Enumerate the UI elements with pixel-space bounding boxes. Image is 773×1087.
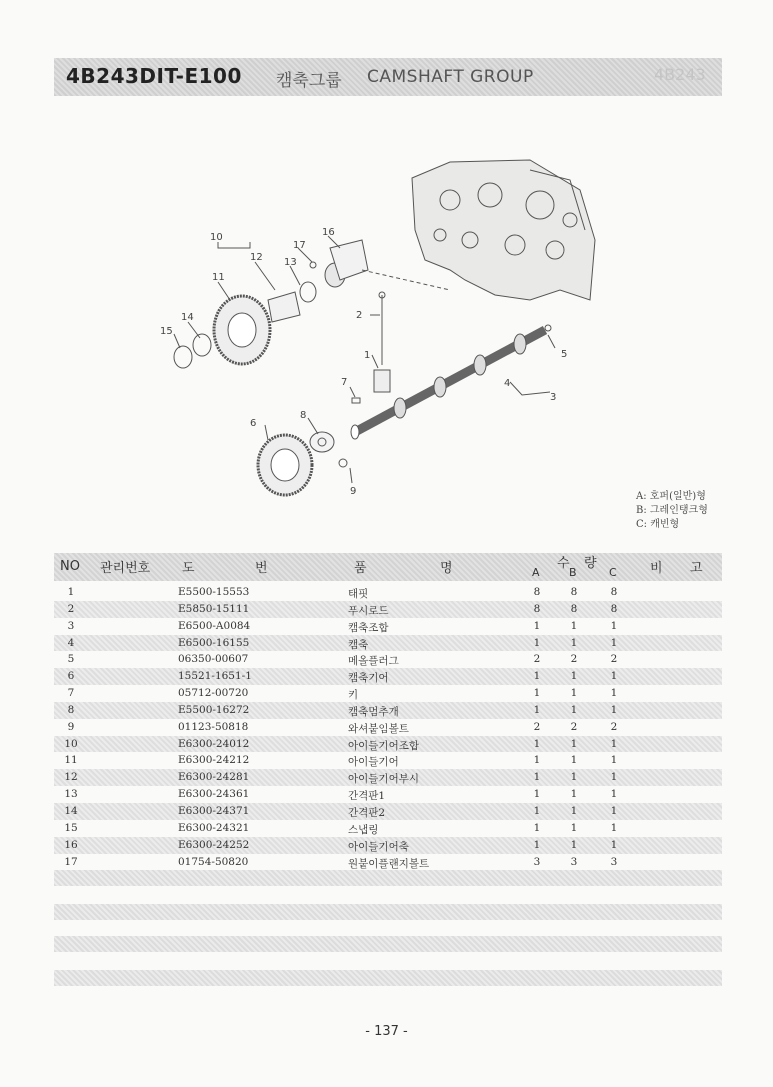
header-drawing-1: 도 bbox=[182, 561, 195, 576]
qty-b: 2 bbox=[570, 653, 578, 666]
qty-b: 8 bbox=[570, 602, 578, 615]
drawing-number: 05712-00720 bbox=[178, 687, 249, 700]
qty-c: 2 bbox=[610, 720, 618, 733]
drawing-number: E6500-A0084 bbox=[178, 619, 251, 632]
empty-band bbox=[54, 936, 722, 952]
qty-b: 3 bbox=[570, 855, 578, 868]
table-row bbox=[54, 618, 722, 635]
qty-a: 8 bbox=[533, 586, 541, 598]
parts-table-header bbox=[54, 553, 722, 581]
qty-a: 1 bbox=[533, 737, 541, 750]
part-name: 태핏 bbox=[348, 588, 369, 600]
part-no: 14 bbox=[64, 804, 78, 817]
table-row bbox=[54, 668, 722, 685]
header-name-2: 명 bbox=[440, 561, 453, 576]
callout-3: 3 bbox=[550, 392, 557, 403]
group-title-korean: 캠축그룹 bbox=[276, 71, 342, 91]
callout-7: 7 bbox=[341, 377, 348, 388]
qty-b: 1 bbox=[570, 670, 578, 683]
qty-c: 1 bbox=[610, 754, 618, 767]
qty-a: 2 bbox=[533, 720, 541, 733]
qty-b: 1 bbox=[570, 703, 578, 716]
qty-a: 1 bbox=[533, 771, 541, 784]
header-qty-1: 수 bbox=[557, 556, 570, 571]
part-name: 메올플러그 bbox=[348, 655, 399, 668]
model-code: 4B243DIT-E100 bbox=[66, 64, 242, 88]
part-no: 10 bbox=[64, 737, 78, 750]
qty-a: 3 bbox=[533, 855, 541, 868]
drawing-number: E5500-16272 bbox=[178, 703, 250, 716]
qty-a: 1 bbox=[533, 754, 541, 767]
qty-b: 1 bbox=[570, 636, 578, 649]
qty-a: 8 bbox=[533, 602, 541, 615]
legend-b: B: 그레인탱크형 bbox=[636, 505, 708, 516]
qty-c: 3 bbox=[610, 855, 618, 868]
header-qty-2: 량 bbox=[584, 556, 597, 571]
part-no: 5 bbox=[67, 653, 75, 666]
page-number: - 137 - bbox=[365, 1024, 408, 1039]
part-no: 7 bbox=[67, 687, 75, 700]
callout-6: 6 bbox=[250, 418, 257, 429]
part-name: 캠축조합 bbox=[348, 621, 389, 634]
drawing-number: E6300-24252 bbox=[178, 838, 250, 851]
part-name: 캠축기어 bbox=[348, 672, 389, 685]
part-name: 캠축멈추개 bbox=[348, 705, 399, 718]
part-name: 간격판1 bbox=[348, 790, 386, 803]
part-no: 9 bbox=[67, 720, 75, 733]
header-drawing-2: 번 bbox=[255, 561, 268, 576]
qty-a: 1 bbox=[533, 788, 541, 801]
part-name: 와셔붙임볼트 bbox=[348, 722, 409, 735]
table-row bbox=[54, 820, 722, 837]
part-name: 캠축 bbox=[348, 638, 369, 651]
qty-a: 1 bbox=[533, 804, 541, 817]
qty-a: 1 bbox=[533, 687, 541, 700]
part-no: 6 bbox=[67, 670, 75, 683]
callout-11: 11 bbox=[212, 272, 225, 283]
qty-c: 1 bbox=[610, 838, 618, 851]
part-name: 아이들기어 bbox=[348, 756, 399, 769]
header-remark-1: 비 bbox=[650, 561, 663, 576]
qty-c: 8 bbox=[610, 586, 618, 598]
qty-b: 1 bbox=[570, 754, 578, 767]
table-row bbox=[54, 651, 722, 668]
qty-a: 1 bbox=[533, 838, 541, 851]
qty-a: 1 bbox=[533, 821, 541, 834]
callout-12: 12 bbox=[250, 252, 263, 263]
legend-c: C: 캐빈형 bbox=[636, 519, 680, 530]
qty-c: 1 bbox=[610, 821, 618, 834]
qty-c: 1 bbox=[610, 636, 618, 649]
qty-c: 1 bbox=[610, 619, 618, 632]
part-name: 아이들기어조합 bbox=[348, 739, 420, 752]
drawing-number: E6300-24212 bbox=[178, 754, 250, 767]
header-name-1: 품 bbox=[354, 561, 367, 576]
drawing-number: E6300-24361 bbox=[178, 788, 250, 801]
qty-c: 1 bbox=[610, 737, 618, 750]
qty-a: 1 bbox=[533, 619, 541, 632]
table-row bbox=[54, 584, 722, 601]
callout-2: 2 bbox=[356, 310, 363, 321]
table-row bbox=[54, 719, 722, 736]
callout-9: 9 bbox=[350, 486, 357, 497]
part-name: 아이들기어축 bbox=[348, 840, 409, 853]
qty-a: 1 bbox=[533, 670, 541, 683]
table-row bbox=[54, 769, 722, 786]
part-no: 2 bbox=[67, 602, 75, 615]
header-qty-a: A bbox=[532, 566, 540, 579]
part-name: 스냅링 bbox=[348, 823, 379, 836]
page-header bbox=[54, 58, 722, 96]
callout-10: 10 bbox=[210, 232, 223, 243]
parts-table-body bbox=[54, 584, 722, 870]
drawing-number: E6300-24371 bbox=[178, 804, 250, 817]
callout-17: 17 bbox=[293, 240, 306, 251]
qty-b: 2 bbox=[570, 720, 578, 733]
table-row bbox=[54, 854, 722, 871]
part-no: 8 bbox=[67, 703, 75, 716]
part-no: 13 bbox=[64, 788, 78, 801]
part-no: 16 bbox=[64, 838, 78, 851]
qty-b: 1 bbox=[570, 687, 578, 700]
table-row bbox=[54, 702, 722, 719]
qty-b: 1 bbox=[570, 804, 578, 817]
qty-c: 2 bbox=[610, 653, 618, 666]
callout-8: 8 bbox=[300, 410, 307, 421]
callout-14: 14 bbox=[181, 312, 194, 323]
drawing-number: E5500-15553 bbox=[178, 586, 250, 598]
legend-a: A: 호퍼(일반)형 bbox=[636, 491, 706, 502]
table-row bbox=[54, 635, 722, 652]
drawing-number: E6300-24281 bbox=[178, 771, 250, 784]
drawing-number: E5850-15111 bbox=[178, 602, 250, 615]
drawing-number: E6300-24321 bbox=[178, 821, 250, 834]
table-row bbox=[54, 601, 722, 618]
table-row bbox=[54, 786, 722, 803]
empty-band bbox=[54, 870, 722, 886]
empty-band bbox=[54, 970, 722, 986]
qty-c: 1 bbox=[610, 670, 618, 683]
part-name: 푸시로드 bbox=[348, 604, 389, 617]
qty-c: 8 bbox=[610, 602, 618, 615]
part-name: 원붙이플랜지볼트 bbox=[348, 857, 430, 870]
header-qty-c: C bbox=[609, 566, 617, 579]
drawing-number: 15521-1651-1 bbox=[178, 670, 252, 683]
header-faded-code: 4B243 bbox=[654, 65, 706, 84]
group-title-english: CAMSHAFT GROUP bbox=[367, 67, 534, 87]
header-mgmt-no: 관리번호 bbox=[100, 561, 151, 576]
drawing-number: 01754-50820 bbox=[178, 855, 249, 868]
part-no: 15 bbox=[64, 821, 78, 834]
drawing-number: 01123-50818 bbox=[178, 720, 249, 733]
callout-4: 4 bbox=[504, 378, 511, 389]
qty-b: 1 bbox=[570, 737, 578, 750]
table-row bbox=[54, 837, 722, 854]
part-no: 12 bbox=[64, 771, 78, 784]
qty-c: 1 bbox=[610, 788, 618, 801]
part-name: 키 bbox=[348, 689, 359, 702]
part-name: 아이들기어부시 bbox=[348, 773, 420, 786]
qty-a: 2 bbox=[533, 653, 541, 666]
part-no: 4 bbox=[67, 636, 75, 649]
part-no: 1 bbox=[67, 586, 75, 598]
qty-b: 1 bbox=[570, 821, 578, 834]
part-no: 17 bbox=[64, 855, 78, 868]
part-no: 3 bbox=[67, 619, 75, 632]
camshaft-exploded-diagram bbox=[150, 150, 610, 500]
callout-15: 15 bbox=[160, 326, 173, 337]
qty-b: 1 bbox=[570, 838, 578, 851]
header-remark-2: 고 bbox=[690, 561, 703, 576]
table-row bbox=[54, 752, 722, 769]
part-no: 11 bbox=[64, 754, 78, 767]
qty-c: 1 bbox=[610, 804, 618, 817]
qty-b: 1 bbox=[570, 619, 578, 632]
qty-c: 1 bbox=[610, 687, 618, 700]
qty-b: 8 bbox=[570, 586, 578, 598]
qty-b: 1 bbox=[570, 788, 578, 801]
qty-c: 1 bbox=[610, 771, 618, 784]
qty-a: 1 bbox=[533, 636, 541, 649]
callout-5: 5 bbox=[561, 349, 568, 360]
part-name: 간격판2 bbox=[348, 806, 386, 819]
callout-16: 16 bbox=[322, 227, 335, 238]
qty-b: 1 bbox=[570, 771, 578, 784]
empty-band bbox=[54, 904, 722, 920]
header-no: NO bbox=[60, 559, 80, 574]
drawing-number: E6300-24012 bbox=[178, 737, 250, 750]
callout-13: 13 bbox=[284, 257, 297, 268]
table-row bbox=[54, 685, 722, 702]
table-row bbox=[54, 803, 722, 820]
header-qty-b: B bbox=[569, 566, 577, 579]
qty-c: 1 bbox=[610, 703, 618, 716]
qty-a: 1 bbox=[533, 703, 541, 716]
table-row bbox=[54, 736, 722, 753]
drawing-number: 06350-00607 bbox=[178, 653, 249, 666]
model-type-legend bbox=[636, 490, 708, 532]
callout-1: 1 bbox=[364, 350, 371, 361]
drawing-number: E6500-16155 bbox=[178, 636, 250, 649]
